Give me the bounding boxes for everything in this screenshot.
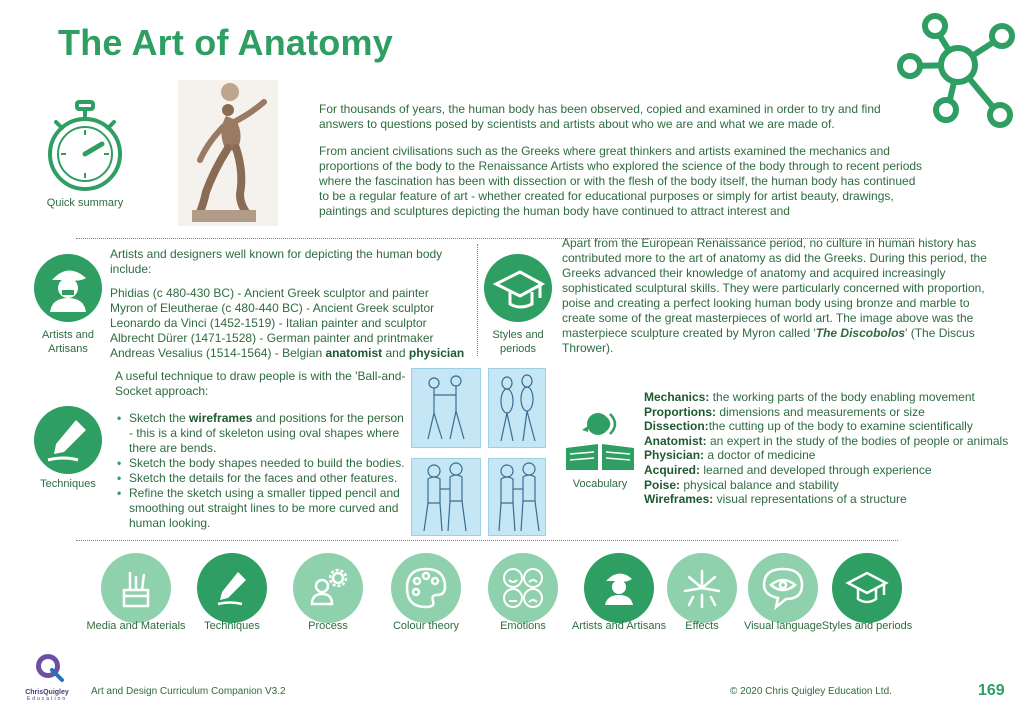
- artists-label: Artists and Artisans: [42, 329, 94, 355]
- artists-section: [110, 247, 472, 361]
- nav-label-artists: Artists and Artisans: [571, 620, 667, 632]
- nav-media-and-materials[interactable]: [101, 553, 171, 623]
- techniques-intro: A useful technique to draw people is with the 'Ball-and-Socket approach:: [115, 369, 406, 398]
- quick-summary-paragraph-2: From ancient civilisations such as the Greeks where great thinkers and artists examined the mechanics and proportions of the body to the Renaissance Artists who explored the science of the body through to recent periods where the fascination has been with dissection or with the flesh of the body itself, the human body has continued to be a regular feature of art - whether created for educational purposes or simply for artist beauty, drawings, paintings and sculptures depicting the human body have continued to attract interest and: [319, 144, 923, 218]
- divider: [76, 540, 898, 541]
- person-gear-icon: [306, 566, 350, 610]
- nav-techniques[interactable]: [197, 553, 267, 623]
- nav-label-media: Media and Materials: [86, 620, 186, 632]
- list-item: • Sketch the body shapes needed to build the bodies.: [115, 456, 411, 471]
- vocabulary-item: Proportions: dimensions and measurements or size: [644, 404, 925, 419]
- nav-label-process: Process: [308, 620, 348, 632]
- nav-effects[interactable]: [667, 553, 737, 623]
- styles-label: Styles and periods: [492, 329, 544, 355]
- artist-item: Andreas Vesalius (1514-1564) - Belgian anatomist and physician: [110, 346, 465, 360]
- list-item: • Refine the sketch using a smaller tipped pencil and smoothing out straight lines to be more curved and human looking.: [115, 486, 411, 531]
- artist-item: Myron of Eleutherae (c 480-440 BC) - Ancient Greek sculptor: [110, 301, 435, 315]
- discobolus-sculpture-image: [178, 80, 278, 226]
- figure-sketch-image: [411, 368, 481, 448]
- nav-styles-and-periods[interactable]: [832, 553, 902, 623]
- nav-artists-and-artisans[interactable]: [584, 553, 654, 623]
- figure-sketch-image: [488, 458, 546, 536]
- vocabulary-item: Poise: physical balance and stability: [644, 477, 839, 492]
- nav-process[interactable]: [293, 553, 363, 623]
- nav-label-colour: Colour theory: [392, 620, 460, 632]
- figure-sketch-image: [488, 368, 546, 448]
- nav-label-techniques: Techniques: [204, 620, 260, 632]
- footer-curriculum: Art and Design Curriculum Companion V3.2: [91, 686, 286, 697]
- chris-quigley-logo: [25, 652, 78, 702]
- palette-icon: [403, 565, 449, 611]
- page-title: The Art of Anatomy: [58, 22, 393, 63]
- vocabulary-item: Anatomist: an expert in the study of the bodies of people or animals: [644, 433, 1009, 448]
- list-item: • Sketch the wireframes and positions for the person - this is a kind of skeleton using oval shapes where there are bends.: [115, 411, 411, 456]
- nav-label-visual: Visual language: [743, 620, 823, 632]
- pencil-icon: [34, 406, 102, 474]
- emotion-faces-icon: [500, 565, 546, 611]
- quick-summary-paragraph-1: For thousands of years, the human body has been observed, copied and examined in order to try and find answers to questions posed by scientists and artists about who we are and what we are made of.: [319, 102, 881, 131]
- eye-speech-icon: [760, 565, 806, 611]
- nav-label-styles: Styles and periods: [821, 620, 913, 632]
- nav-emotions[interactable]: [488, 553, 558, 623]
- list-item: • Sketch the details for the faces and other features.: [115, 471, 411, 486]
- vocabulary-list: [644, 390, 1019, 507]
- artists-intro: Artists and designers well known for depicting the human body include:: [110, 247, 443, 276]
- vocabulary-item: Wireframes: visual representations of a structure: [644, 492, 907, 507]
- nav-visual-language[interactable]: [748, 553, 818, 623]
- vocabulary-label: Vocabulary: [572, 478, 628, 490]
- quick-summary-label: Quick summary: [46, 197, 124, 209]
- paintbrush-pot-icon: [114, 566, 158, 610]
- logo-text: ChrisQuigley: [25, 689, 69, 696]
- artist-beret-icon: [596, 565, 642, 611]
- figure-sketch-image: [411, 458, 481, 536]
- page-number: 169: [978, 682, 1005, 699]
- divider-vertical: [477, 244, 478, 356]
- stopwatch-icon: [44, 100, 126, 192]
- nav-colour-theory[interactable]: [391, 553, 461, 623]
- nav-label-effects: Effects: [685, 620, 719, 632]
- pencil-icon: [210, 566, 254, 610]
- artist-item: Phidias (c 480-430 BC) - Ancient Greek sculptor and painter: [110, 286, 429, 300]
- fireworks-icon: [679, 565, 725, 611]
- vocabulary-book-speaker-icon: [562, 408, 638, 476]
- mortarboard-scroll-icon: [844, 565, 890, 611]
- vocabulary-item: Dissection:the cutting up of the body to examine scientifically: [644, 419, 973, 434]
- styles-text: Apart from the European Renaissance period, no culture in human history has contributed more to the art of anatomy as did the Greeks. During this period, the Greeks advanced their knowledge of anatomy and acquired increasingly sophisticated sculptural skills. They were particularly concerned with proportion, poise and creating a perfect looking human body using bronze and marble to create some of the great masterpieces of world art. The image above was the masterpiece sculpture created by Myron called 'The Discobolos' (The Discus Thrower).: [562, 236, 987, 355]
- logo-subtext: Education: [26, 696, 68, 702]
- logo-mark-icon: [28, 652, 78, 684]
- nav-label-emotions: Emotions: [500, 620, 546, 632]
- vocabulary-item: Mechanics: the working parts of the body enabling movement: [644, 390, 975, 404]
- vocabulary-item: Physician: a doctor of medicine: [644, 448, 816, 463]
- vocabulary-item: Acquired: learned and developed through experience: [644, 462, 932, 477]
- techniques-label: Techniques: [40, 478, 96, 490]
- footer-copyright: © 2020 Chris Quigley Education Ltd.: [730, 686, 892, 697]
- artist-beret-icon: [34, 254, 102, 322]
- artist-item: Leonardo da Vinci (1452-1519) - Italian painter and sculptor: [110, 316, 427, 330]
- techniques-section: [115, 369, 411, 531]
- artist-item: Albrecht Dürer (1471-1528) - German painter and printmaker: [110, 331, 434, 345]
- mortarboard-scroll-icon: [484, 254, 552, 322]
- techniques-list: [115, 411, 411, 531]
